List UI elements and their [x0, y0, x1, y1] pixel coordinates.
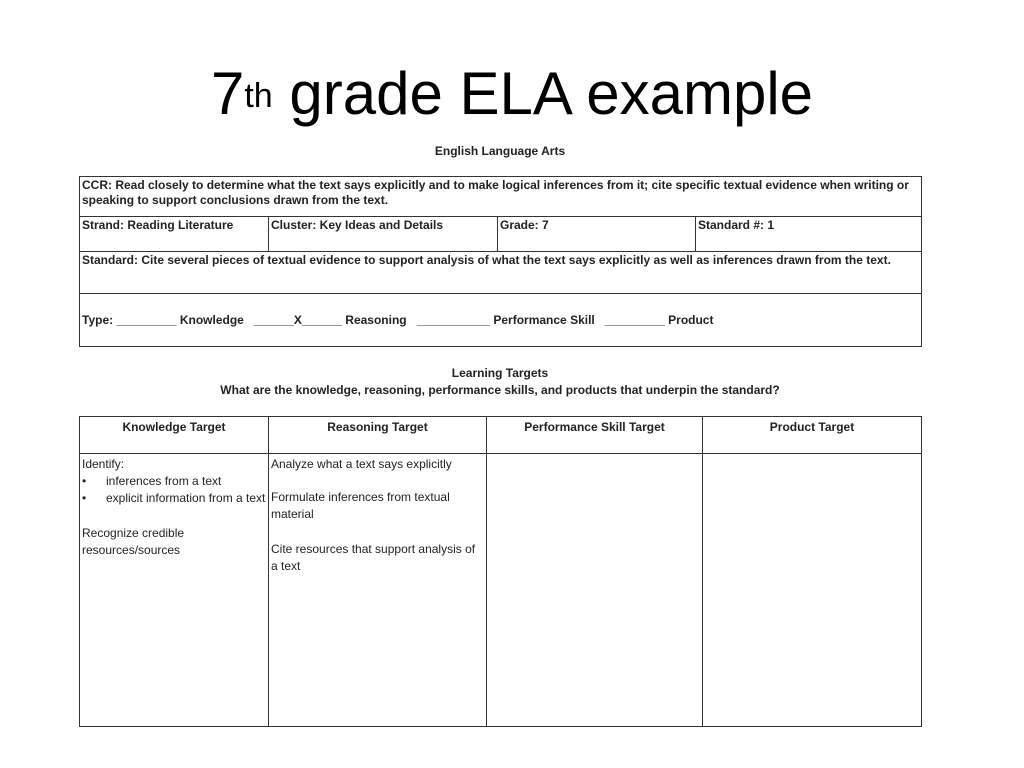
- ccr-cell: CCR: Read closely to determine what the text says explicitly and to make logical inferences from it; cite specific textual evidence when writing or speaking to support conclusions drawn from the text.: [80, 177, 922, 217]
- grade-cell: Grade: 7: [498, 217, 696, 252]
- header-knowledge-target: Knowledge Target: [80, 417, 269, 454]
- learning-targets-question: What are the knowledge, reasoning, performance skills, and products that underpin the standard?: [220, 383, 780, 397]
- document-heading: English Language Arts: [434, 144, 566, 158]
- knowledge-bullet-list: [82, 473, 266, 507]
- knowledge-target-cell: [80, 454, 269, 727]
- header-reasoning-target: Reasoning Target: [269, 417, 487, 454]
- slide-title-text: grade ELA example: [272, 60, 814, 127]
- type-cell: Type: _________ Knowledge ______X______ Reasoning ___________ Performance Skill _________ Product: [80, 294, 922, 347]
- standard-cell: Standard: Cite several pieces of textual evidence to support analysis of what the text says explicitly as well as inferences drawn from the text.: [80, 252, 922, 294]
- header-product-target: Product Target: [703, 417, 922, 454]
- cluster-cell: Cluster: Key Ideas and Details: [269, 217, 498, 252]
- learning-targets-table: [79, 416, 922, 727]
- performance-skill-target-cell: [487, 454, 703, 727]
- learning-targets-title: Learning Targets: [451, 366, 549, 380]
- slide-title-number: 7: [210, 60, 245, 127]
- reasoning-target-cell: [269, 454, 487, 727]
- product-target-cell: [703, 454, 922, 727]
- reasoning-item: Formulate inferences from textual material: [271, 490, 450, 521]
- knowledge-bullet: • inferences from a text: [106, 473, 266, 490]
- knowledge-extra: Recognize credible resources/sources: [82, 526, 185, 557]
- standard-number-cell: Standard #: 1: [696, 217, 922, 252]
- reasoning-item: Cite resources that support analysis of a text: [271, 542, 476, 573]
- slide-title: [0, 58, 1024, 130]
- knowledge-intro: Identify:: [82, 457, 125, 471]
- header-performance-skill-target: Performance Skill Target: [487, 417, 703, 454]
- slide-title-superscript: th: [244, 77, 273, 115]
- knowledge-bullet: • explicit information from a text: [106, 490, 266, 507]
- strand-cell: Strand: Reading Literature: [80, 217, 269, 252]
- reasoning-item: Analyze what a text says explicitly: [271, 457, 452, 471]
- standard-table: [79, 176, 922, 347]
